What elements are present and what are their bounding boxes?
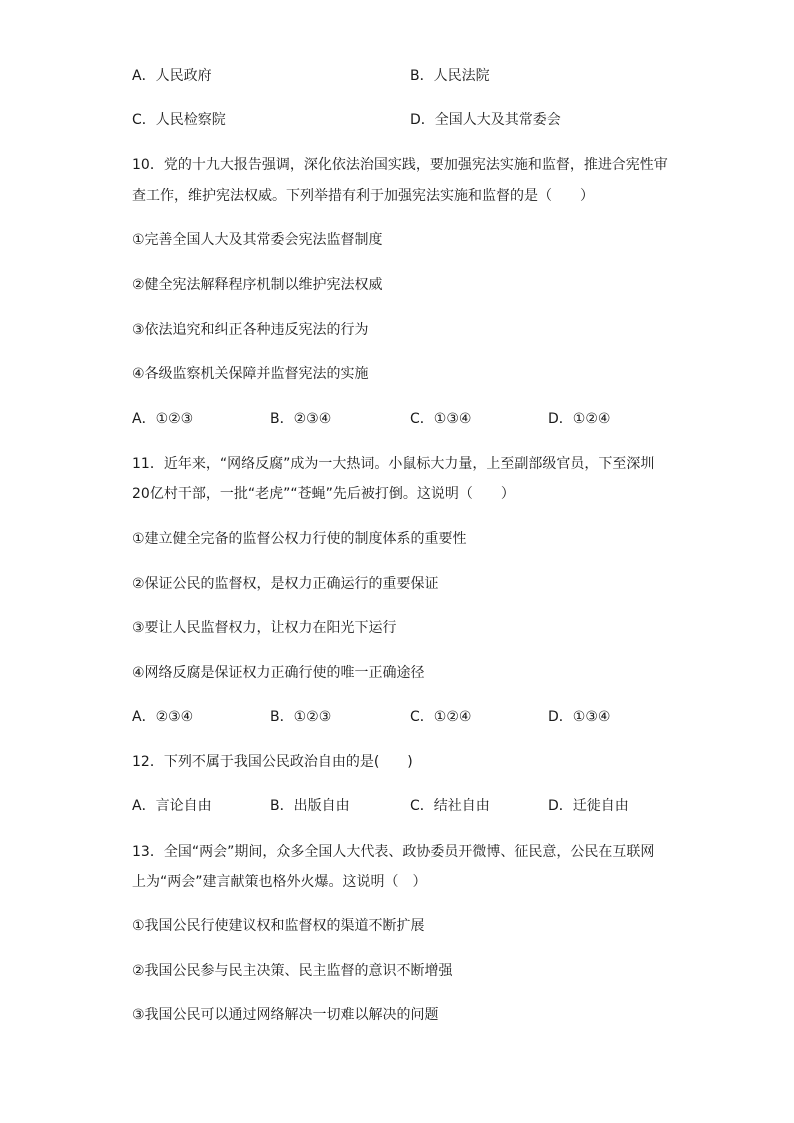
q10-stem-line2: 查工作，维护宪法权威。下列举措有利于加强宪法实施和监督的是（ ） bbox=[132, 188, 594, 204]
q10-option-a: A．①②③ bbox=[132, 411, 194, 427]
q12-option-c: C．结社自由 bbox=[410, 798, 490, 814]
q9-option-b: B．人民法院 bbox=[410, 68, 490, 84]
q12-stem-line1: 12．下列不属于我国公民政治自由的是( ) bbox=[132, 754, 413, 770]
q13-statement-2: ②我国公民参与民主决策、民主监督的意识不断增强 bbox=[132, 963, 453, 979]
q10-statement-3: ③依法追究和纠正各种违反宪法的行为 bbox=[132, 322, 369, 338]
q11-stem-line2: 20亿村干部，一批“老虎”“苍蝇”先后被打倒。这说明（ ） bbox=[132, 486, 515, 502]
q11-option-a: A．②③④ bbox=[132, 709, 194, 725]
q11-option-c: C．①②④ bbox=[410, 709, 472, 725]
q11-statement-2: ②保证公民的监督权，是权力正确运行的重要保证 bbox=[132, 576, 439, 592]
q11-statement-4: ④网络反腐是保证权力正确行使的唯一正确途径 bbox=[132, 665, 425, 681]
q13-statement-3: ③我国公民可以通过网络解决一切难以解决的问题 bbox=[132, 1007, 439, 1023]
q9-option-a: A．人民政府 bbox=[132, 68, 212, 84]
q13-stem-line2: 上为“两会”建言献策也格外火爆。这说明（ ） bbox=[132, 874, 427, 890]
q10-option-c: C．①③④ bbox=[410, 411, 472, 427]
q10-stem-line1: 10．党的十九大报告强调，深化依法治国实践，要加强宪法实施和监督，推进合宪性审 bbox=[132, 157, 668, 173]
q10-option-b: B．②③④ bbox=[270, 411, 332, 427]
q11-stem-line1: 11．近年来，“网络反腐”成为一大热词。小鼠标大力量，上至副部级官员，下至深圳 bbox=[132, 456, 655, 472]
q12-option-a: A．言论自由 bbox=[132, 798, 212, 814]
q11-option-b: B．①②③ bbox=[270, 709, 332, 725]
q13-stem-line1: 13．全国“两会”期间，众多全国人大代表、政协委员开微博、征民意，公民在互联网 bbox=[132, 844, 655, 860]
q11-statement-1: ①建立健全完备的监督公权力行使的制度体系的重要性 bbox=[132, 531, 467, 547]
q10-statement-2: ②健全宪法解释程序机制以维护宪法权威 bbox=[132, 277, 383, 293]
q10-option-d: D．①②④ bbox=[548, 411, 611, 427]
q10-statement-1: ①完善全国人大及其常委会宪法监督制度 bbox=[132, 232, 383, 248]
q12-option-b: B．出版自由 bbox=[270, 798, 350, 814]
q10-statement-4: ④各级监察机关保障并监督宪法的实施 bbox=[132, 366, 369, 382]
q9-option-c: C．人民检察院 bbox=[132, 112, 226, 128]
q12-option-d: D．迁徙自由 bbox=[548, 798, 629, 814]
q9-option-d: D．全国人大及其常委会 bbox=[410, 112, 561, 128]
q11-statement-3: ③要让人民监督权力，让权力在阳光下运行 bbox=[132, 620, 397, 636]
q11-option-d: D．①③④ bbox=[548, 709, 611, 725]
q13-statement-1: ①我国公民行使建议权和监督权的渠道不断扩展 bbox=[132, 918, 425, 934]
